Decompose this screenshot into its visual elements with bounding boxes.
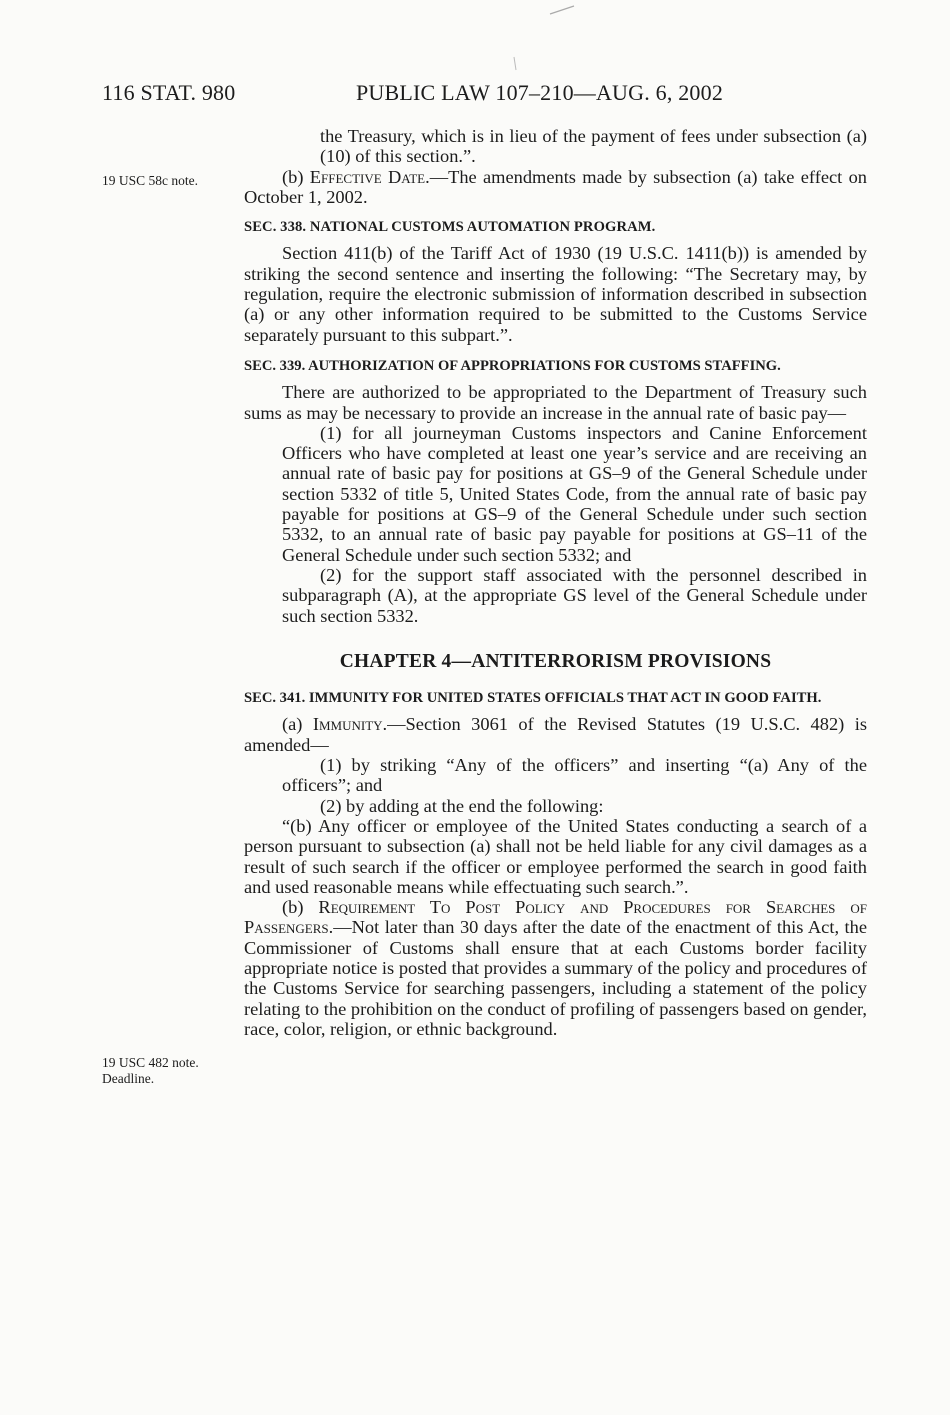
paragraph: (1) for all journeyman Customs inspectors and Canine Enforcement Officers who have completed at least one year’s service and are receiving an annual rate of basic pay for positions at GS–9 of the General Schedule under section 5332 of title 5, United States Code, from the annual rate of basic pay payable for positions at GS–9 of the General Schedule under such section 5332, to an annual rate of basic pay payable for positions at GS–11 of the General Schedule under such section 5332; and (282, 422, 867, 565)
paragraph: (b) Effective Date.—The amendments made by subsection (a) take effect on October 1, 2002. (244, 166, 867, 207)
subsection-text: —Not later than 30 days after the date of the enactment of this Act, the Commissioner of Customs shall ensure that at each Customs border facility appropriate notice is posted that provides a summary of the policy and procedures of the Customs Service for searching passengers, including a statement of the policy relating to the prohibition on the conduct of profiling of passengers based on gender, race, color, religion, or ethnic background. (244, 917, 867, 1039)
subsection-number: (b) (282, 897, 319, 918)
margin-note: 19 USC 482 note. (102, 1055, 199, 1070)
paragraph: (2) by adding at the end the following: (320, 795, 604, 816)
subsection-text: —Section 3061 of the Revised Statutes (19 U.S.C. 482) is amended— (244, 714, 867, 755)
margin-note: 19 USC 58c note. (102, 173, 198, 188)
paragraph: There are authorized to be appropriated to the Department of Treasury such sums as may be necessary to provide an increase in the annual rate of basic pay— (244, 382, 867, 423)
paragraph: “(b) Any officer or employee of the United States conducting a search of a person pursuant to subsection (a) shall not be held liable for any civil damages as a result of such search if the officer or employee performed the search in good faith and used reasonable means while effectuating such search.”. (244, 815, 867, 897)
statute-text (244, 126, 867, 1039)
paragraph: (2) for the support staff associated with the personnel described in subparagraph (A), at the appropriate GS level of the General Schedule under such section 5332. (282, 564, 867, 626)
chapter-heading: CHAPTER 4—ANTITERRORISM PROVISIONS (339, 650, 772, 672)
paragraph: (1) by striking “Any of the officers” and inserting “(a) Any of the officers”; and (282, 755, 867, 796)
scan-mark (512, 56, 518, 72)
subsection-heading: Effective Date. (309, 166, 430, 187)
margin-note: Deadline. (102, 1071, 155, 1086)
stat-page-number: 116 STAT. 980 (102, 80, 236, 105)
paragraph (244, 714, 867, 755)
subsection-heading: Requirement To Post Policy and Procedures for Searches of Passengers. (244, 897, 867, 938)
paragraph (244, 897, 867, 1039)
paragraph: Section 411(b) of the Tariff Act of 1930 (19 U.S.C. 1411(b)) is amended by striking the second sentence and inserting the following: “The Secretary may, by regulation, require the electronic submission of information described in subsection (a) or any other information required to be submitted to the Customs Service separately pursuant to this subpart.”. (244, 243, 867, 345)
section-heading: SEC. 341. IMMUNITY FOR UNITED STATES OFFICIALS THAT ACT IN GOOD FAITH. (244, 690, 822, 707)
scan-mark (548, 4, 578, 16)
subsection-heading: Immunity. (312, 714, 388, 735)
subsection-number: (a) (282, 714, 313, 735)
section-heading: SEC. 339. AUTHORIZATION OF APPROPRIATIONS FOR CUSTOMS STAFFING. (244, 357, 781, 374)
running-head: PUBLIC LAW 107–210—AUG. 6, 2002 (356, 80, 724, 105)
paragraph: the Treasury, which is in lieu of the payment of fees under subsection (a)(10) of this section.”. (320, 126, 867, 167)
subsection-number: (b) (282, 166, 310, 187)
subsection-text: The amendments made by subsection (a) take effect on October 1, 2002. (244, 166, 867, 207)
section-heading: SEC. 338. NATIONAL CUSTOMS AUTOMATION PROGRAM. (244, 219, 656, 236)
